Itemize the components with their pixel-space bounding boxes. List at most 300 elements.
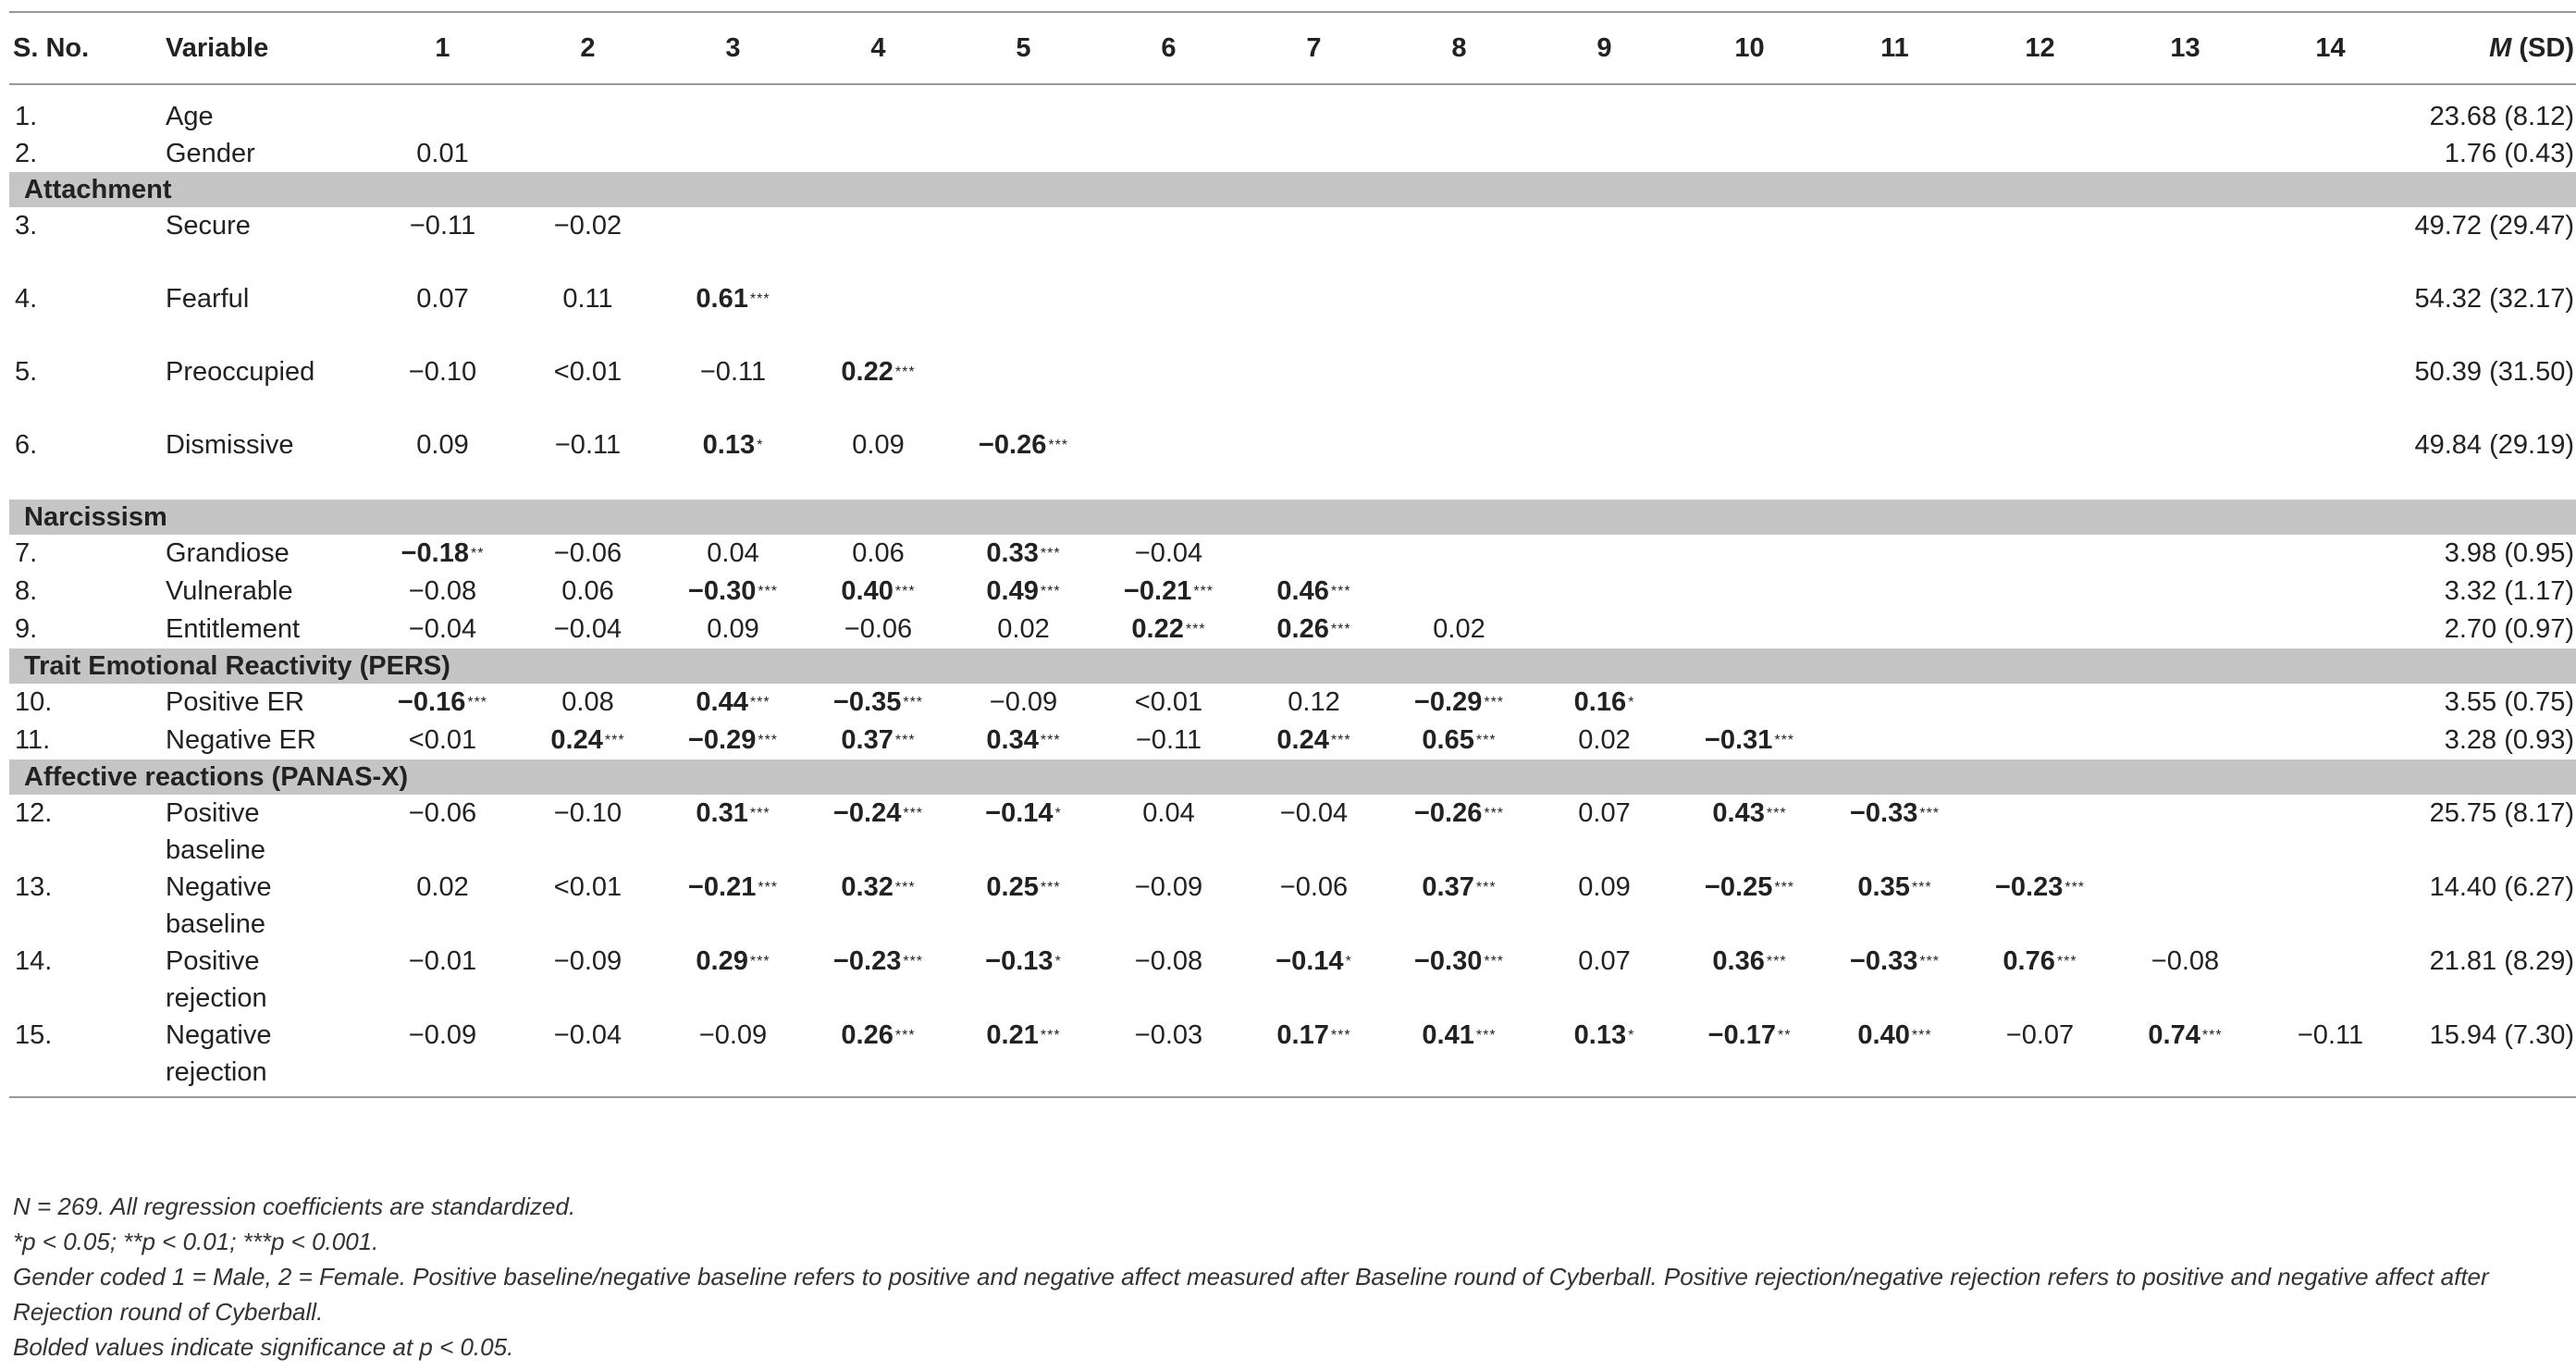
correlation-cell [1387,943,1532,1017]
correlation-cell [806,573,951,611]
coefficient-value: −0.04 [1134,538,1203,568]
correlation-cell [806,943,951,1017]
coefficient-value: 0.22 [841,357,894,387]
correlation-cell [1096,869,1241,943]
table-notes [13,1189,2510,1365]
correlation-cell [951,573,1096,611]
significance-marker: *** [1484,806,1505,821]
correlation-cell [951,98,1096,135]
note-n: N = 269. All regression coefficients are standardized. [13,1192,576,1220]
significance-marker: *** [749,695,770,710]
coefficient-value: −0.33 [1849,946,1918,976]
correlation-cell [515,535,660,573]
correlation-cell [951,426,1096,500]
mean-sd: 21.81 (8.29) [2429,946,2574,976]
coefficient-value: −0.21 [1123,576,1192,606]
correlation-cell [1822,795,1967,869]
row-number: 6. [15,430,38,460]
correlation-cell [2113,1017,2258,1097]
significance-marker: *** [894,1028,916,1044]
correlation-cell [1822,1017,1967,1097]
correlation-cell [1096,426,1241,500]
significance-marker: *** [1919,806,1941,821]
significance-marker: *** [2064,880,2086,895]
coefficient-value: −0.23 [832,946,902,976]
correlation-cell [2258,795,2403,869]
correlation-cell [1387,1017,1532,1097]
coefficient-value: −0.02 [553,211,622,241]
header-col: 13 [2113,12,2258,84]
correlation-cell [370,943,515,1017]
header-sno: S. No. [9,12,162,84]
correlation-cell [951,795,1096,869]
correlation-cell [951,1017,1096,1097]
coefficient-value: 0.46 [1276,576,1329,606]
correlation-cell [2258,869,2403,943]
coefficient-value: 0.44 [696,687,748,717]
correlation-cell [1387,573,1532,611]
correlation-cell [1677,611,1822,648]
coefficient-value: 0.07 [1578,798,1631,828]
correlation-cell [951,611,1096,648]
correlation-cell [2258,535,2403,573]
coefficient-value: 0.13 [702,430,756,460]
correlation-cell [1822,573,1967,611]
significance-marker: *** [894,584,916,599]
correlation-cell [1096,535,1241,573]
spacer-cell [9,84,2576,98]
table-row [9,135,2576,172]
correlation-cell [660,280,806,353]
variable-name: Secure [166,211,251,241]
correlation-cell [1387,722,1532,760]
coefficient-value: 0.74 [2148,1020,2200,1050]
correlation-cell [370,280,515,353]
row-number: 7. [15,538,38,568]
row-number: 2. [15,139,38,168]
coefficient-value: −0.26 [1413,798,1483,828]
variable-name: Positive baseline [166,798,266,865]
coefficient-value: −0.30 [687,576,757,606]
significance-marker: *** [1185,622,1206,637]
correlation-cell [1241,207,1387,280]
table-row [9,684,2576,722]
significance-marker: *** [604,733,625,748]
correlation-cell [2258,1017,2403,1097]
coefficient-value: −0.11 [2297,1020,2364,1050]
coefficient-value: −0.04 [408,614,477,644]
correlation-cell [1387,135,1532,172]
mean-sd: 3.28 (0.93) [2444,725,2574,755]
correlation-cell [1967,426,2113,500]
coefficient-value: −0.23 [1994,872,2064,902]
significance-marker: *** [1040,546,1061,562]
coefficient-value: 0.02 [1433,614,1485,644]
row-number: 4. [15,284,38,314]
significance-marker: *** [1040,584,1061,599]
significance-marker: *** [1048,438,1069,453]
significance-marker: *** [894,880,916,895]
header-col: 3 [660,12,806,84]
coefficient-value: −0.11 [554,430,622,460]
correlation-cell [1241,1017,1387,1097]
mean-sd: 2.70 (0.97) [2444,614,2574,644]
correlation-cell [1241,869,1387,943]
spacer-row [9,84,2576,98]
coefficient-value: 0.43 [1712,798,1765,828]
variable-name: Positive ER [166,687,304,717]
correlation-cell [1532,98,1677,135]
correlation-cell [1532,795,1677,869]
coefficient-value: 0.17 [1276,1020,1329,1050]
coefficient-value: −0.31 [1704,725,1773,755]
coefficient-value: −0.06 [553,538,622,568]
correlation-cell [1096,1017,1241,1097]
correlation-cell [1387,353,1532,426]
significance-marker: *** [758,880,779,895]
section-title: Trait Emotional Reactivity (PERS) [9,648,2576,684]
correlation-cell [951,943,1096,1017]
correlation-cell [1096,280,1241,353]
coefficient-value: −0.08 [1134,946,1203,976]
correlation-cell [1677,135,1822,172]
coefficient-value: 0.26 [841,1020,894,1050]
coefficient-value: 0.06 [561,576,614,606]
significance-marker: *** [467,695,488,710]
significance-marker: *** [1774,733,1795,748]
correlation-cell [1096,684,1241,722]
correlation-cell [2258,426,2403,500]
significance-marker: *** [1330,733,1351,748]
correlation-cell [806,611,951,648]
correlation-cell [951,353,1096,426]
correlation-cell [2113,943,2258,1017]
row-number: 3. [15,211,38,241]
header-col: 5 [951,12,1096,84]
correlation-cell [1677,722,1822,760]
coefficient-value: 0.02 [416,872,469,902]
coefficient-value: <0.01 [553,357,622,387]
significance-marker: *** [749,954,770,970]
correlation-cell [1822,943,1967,1017]
coefficient-value: 0.26 [1276,614,1329,644]
significance-marker: *** [1330,584,1351,599]
correlation-cell [1096,573,1241,611]
variable-name: Fearful [166,284,250,314]
correlation-cell [1532,943,1677,1017]
coefficient-value: 0.07 [1578,946,1631,976]
correlation-cell [806,869,951,943]
significance-marker: *** [1330,622,1351,637]
correlation-cell [515,795,660,869]
correlation-cell [2113,535,2258,573]
header-col: 7 [1241,12,1387,84]
coefficient-value: 0.65 [1422,725,1474,755]
coefficient-value: 0.24 [1276,725,1329,755]
correlation-cell [951,722,1096,760]
coefficient-value: −0.33 [1849,798,1918,828]
correlation-cell [1677,535,1822,573]
variable-name: Preoccupied [166,357,315,387]
coefficient-value: 0.13 [1573,1020,1627,1050]
coefficient-value: −0.29 [1413,687,1483,717]
correlation-cell [1967,135,2113,172]
correlation-cell [1677,280,1822,353]
correlation-cell [660,207,806,280]
coefficient-value: −0.09 [553,946,622,976]
correlation-cell [1677,943,1822,1017]
correlation-cell [1532,684,1677,722]
header-variable: Variable [162,12,370,84]
correlation-cell [1532,869,1677,943]
coefficient-value: −0.06 [1279,872,1349,902]
correlation-cell [806,1017,951,1097]
correlation-cell [1677,869,1822,943]
coefficient-value: −0.08 [2151,946,2220,976]
correlation-cell [1822,535,1967,573]
correlation-cell [370,426,515,500]
correlation-cell [1967,573,2113,611]
correlation-cell [1532,426,1677,500]
mean-sd: 25.75 (8.17) [2429,798,2574,828]
correlation-cell [1241,280,1387,353]
correlation-cell [1967,353,2113,426]
coefficient-value: 0.02 [1578,725,1631,755]
correlation-cell [1677,98,1822,135]
header-row [9,12,2576,84]
mean-sd: 54.32 (32.17) [2414,284,2574,314]
significance-marker: *** [1040,880,1061,895]
correlation-cell [806,722,951,760]
coefficient-value: <0.01 [553,872,622,902]
coefficient-value: 0.09 [1578,872,1631,902]
correlation-cell [1967,943,2113,1017]
correlation-cell [1387,795,1532,869]
coefficient-value: 0.01 [416,139,469,168]
variable-name: Negative baseline [166,872,272,939]
correlation-cell [370,722,515,760]
correlation-cell [1241,722,1387,760]
correlation-cell [2258,353,2403,426]
correlation-cell [1387,98,1532,135]
correlation-cell [1677,353,1822,426]
correlation-cell [660,426,806,500]
coefficient-value: 0.06 [852,538,905,568]
correlation-cell [806,535,951,573]
significance-marker: ** [1777,1028,1792,1044]
row-number: 15. [9,1017,162,1097]
correlation-cell [2113,135,2258,172]
significance-marker: *** [1774,880,1795,895]
significance-marker: *** [749,806,770,821]
section-title: Attachment [9,172,2576,207]
correlation-cell [515,869,660,943]
correlation-cell [806,426,951,500]
note-bold: Bolded values indicate significance at p < 0.05. [13,1333,514,1361]
correlation-cell [2258,722,2403,760]
significance-marker: * [1054,954,1062,970]
correlation-cell [1967,684,2113,722]
significance-marker: * [1054,806,1062,821]
correlation-cell [2258,611,2403,648]
coefficient-value: 0.09 [852,430,905,460]
correlation-cell [1241,98,1387,135]
correlation-cell [660,135,806,172]
coefficient-value: 0.24 [550,725,603,755]
row-number: 14. [15,946,53,976]
significance-marker: *** [1911,880,1932,895]
correlation-cell [370,795,515,869]
correlation-cell [1096,353,1241,426]
coefficient-value: −0.17 [1707,1020,1776,1050]
correlation-cell [370,353,515,426]
coefficient-value: −0.30 [1413,946,1483,976]
correlation-cell [1822,722,1967,760]
table-row [9,722,2576,760]
table-row [9,426,2576,500]
variable-name: Gender [166,139,255,168]
correlation-cell [515,98,660,135]
row-number: 12. [15,798,53,828]
correlation-cell [2258,135,2403,172]
significance-marker: *** [1484,954,1505,970]
variable-name: Entitlement [166,614,301,644]
coefficient-value: <0.01 [408,725,477,755]
mean-sd: 3.98 (0.95) [2444,538,2574,568]
variable-name: Negative rejection [162,1017,370,1097]
correlation-cell [515,943,660,1017]
significance-marker: * [1345,954,1352,970]
coefficient-value: −0.25 [1704,872,1773,902]
coefficient-value: −0.14 [985,798,1054,828]
correlation-table [9,11,2576,1098]
correlation-cell [1241,353,1387,426]
row-number: 8. [15,576,38,606]
mean-sd: 3.32 (1.17) [2444,576,2574,606]
correlation-cell [370,135,515,172]
correlation-cell [2113,98,2258,135]
mean-sd: 49.72 (29.47) [2414,211,2574,241]
correlation-cell [660,611,806,648]
coefficient-value: −0.09 [698,1020,768,1050]
correlation-cell [2113,280,2258,353]
correlation-cell [2113,611,2258,648]
correlation-cell [370,573,515,611]
correlation-cell [1387,426,1532,500]
coefficient-value: 0.33 [986,538,1039,568]
coefficient-value: −0.21 [687,872,757,902]
significance-marker: *** [758,733,779,748]
correlation-cell [1387,280,1532,353]
table-row [9,280,2576,353]
correlation-cell [1967,535,2113,573]
coefficient-value: 0.32 [841,872,894,902]
coefficient-value: −0.04 [1279,798,1349,828]
significance-marker: *** [1484,695,1505,710]
significance-marker: *** [749,291,770,307]
correlation-cell [1096,135,1241,172]
correlation-cell [806,135,951,172]
correlation-cell [2258,207,2403,280]
coefficient-value: 0.49 [986,576,1039,606]
correlation-cell [370,207,515,280]
correlation-cell [1532,135,1677,172]
correlation-cell [660,943,806,1017]
header-col: 8 [1387,12,1532,84]
section-title: Affective reactions (PANAS-X) [9,760,2576,795]
significance-marker: * [1628,1028,1635,1044]
correlation-cell [660,353,806,426]
coefficient-value: 0.02 [997,614,1050,644]
row-number: 13. [15,872,53,902]
header-col: 6 [1096,12,1241,84]
correlation-cell [951,535,1096,573]
coefficient-value: 0.35 [1857,872,1910,902]
correlation-cell [1241,535,1387,573]
correlation-cell [660,1017,806,1097]
correlation-cell [370,611,515,648]
correlation-cell [1241,943,1387,1017]
significance-marker: *** [903,806,924,821]
correlation-cell [1096,943,1241,1017]
coefficient-value: −0.18 [401,538,469,568]
coefficient-value: 0.40 [1857,1020,1910,1050]
coefficient-value: 0.37 [1422,872,1474,902]
correlation-cell [1532,353,1677,426]
correlation-cell [660,795,806,869]
correlation-cell [370,684,515,722]
correlation-cell [1967,280,2113,353]
coefficient-value: −0.06 [408,798,477,828]
mean-sd: 15.94 (7.30) [2403,1017,2576,1097]
coefficient-value: −0.06 [844,614,913,644]
header-col: 4 [806,12,951,84]
coefficient-value: 0.37 [841,725,894,755]
correlation-cell [660,722,806,760]
header-msd-m: M [2489,32,2512,63]
correlation-cell [1532,207,1677,280]
correlation-cell [806,353,951,426]
correlation-cell [1532,535,1677,573]
correlation-cell [1241,426,1387,500]
coefficient-value: −0.03 [1134,1020,1203,1050]
correlation-cell [1677,1017,1822,1097]
coefficient-value: 0.12 [1288,687,1340,717]
correlation-cell [2258,98,2403,135]
row-number: 5. [15,357,38,387]
table-row [9,98,2576,135]
correlation-cell [1241,135,1387,172]
note-significance: *p < 0.05; **p < 0.01; ***p < 0.001. [13,1228,379,1255]
correlation-cell [1241,684,1387,722]
coefficient-value: −0.09 [408,1020,477,1050]
section-row-affective [9,760,2576,795]
correlation-cell [1532,1017,1677,1097]
correlation-cell [1822,353,1967,426]
significance-marker: *** [1919,954,1941,970]
significance-marker: *** [903,695,924,710]
significance-marker: *** [1766,954,1787,970]
header-col: 9 [1532,12,1677,84]
coefficient-value: −0.01 [408,946,477,976]
significance-marker: *** [1911,1028,1932,1044]
coefficient-value: 0.31 [696,798,748,828]
correlation-cell [515,722,660,760]
table-row [9,795,2576,869]
correlation-cell [1532,573,1677,611]
correlation-cell [1241,795,1387,869]
coefficient-value: 0.41 [1422,1020,1474,1050]
